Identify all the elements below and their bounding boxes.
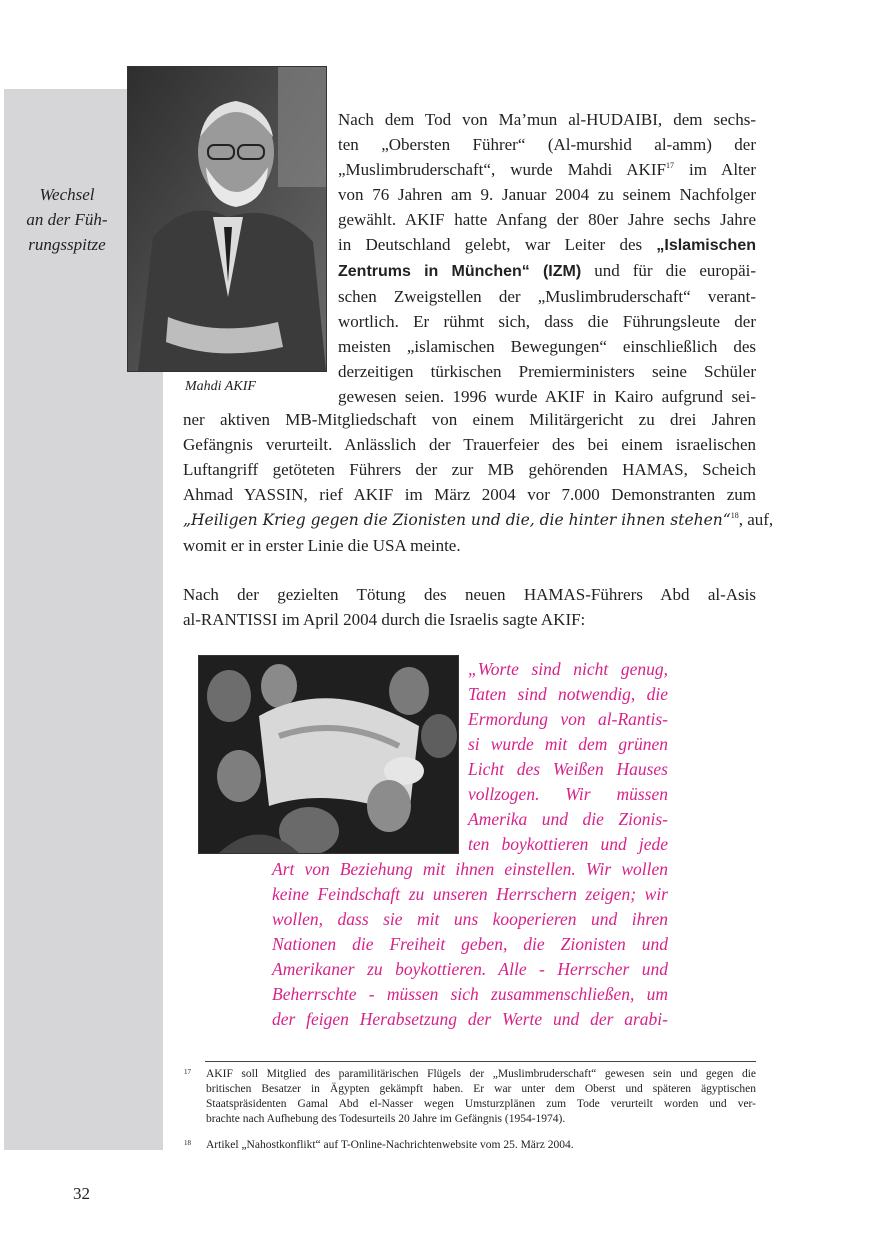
bold-term: Zentrums in München“ (IZM) [338,263,582,280]
text-line: gewählt. AKIF hatte Anfang der 80er Jahre sechs Jahre [338,210,756,229]
margin-heading-line: rungsspitze [28,235,106,254]
footnote-line: britischen Besatzer in Ägypten gekämpft haben. Er war unter dem Oberst und späteren ägyptischen [206,1083,756,1095]
portrait-photo [127,66,327,372]
text-line: schen Zweigstellen der „Muslimbruderschaft“ verant- [338,287,756,306]
quote-line: der feigen Herabsetzung der Werte und der arabi- [272,1009,668,1029]
photo-caption: Mahdi AKIF [185,379,256,394]
footnote-mark: 18 [184,1139,191,1147]
text-line: gewesen seien. 1996 wurde AKIF in Kairo aufgrund sei- [338,387,756,406]
text-line: Ahmad YASSIN, rief AKIF im März 2004 vor 7.000 Demonstranten zum [183,485,756,504]
footnote-line: AKIF soll Mitglied des paramilitärischen Flügels der „Muslimbruderschaft“ gewesen sein und gegen die [206,1068,756,1080]
text-fragment: in Deutschland gelebt, war Leiter des [338,235,643,254]
quote-line: Ermordung von al-Rantis- [468,709,668,729]
margin-heading-line: Wechsel [39,185,95,204]
margin-heading-line: an der Füh- [26,210,108,229]
akif-quote-wrap [468,657,668,857]
quote-line: vollzogen. Wir müssen [468,784,668,804]
text-fragment: im Alter [673,160,756,179]
footnote-line: Artikel „Nahostkonflikt“ auf T-Online-Nachrichtenwebsite vom 25. März 2004. [206,1139,574,1151]
text-line: al-RANTISSI im April 2004 durch die Israelis sagte AKIF: [183,610,586,629]
footnote-18 [206,1138,756,1153]
quote-line: wollen, dass sie mit uns kooperieren und ihren [272,909,668,929]
bold-term: „Islamischen [656,237,756,254]
text-line: von 76 Jahren am 9. Januar 2004 zu seinem Nachfolger [338,185,756,204]
footnote-ref: 18 [730,511,739,520]
text-line: Nach dem Tod von Ma’mun al-HUDAIBI, dem sechs- [338,110,756,129]
footnote-rule [205,1061,756,1062]
quote-line: Amerika und die Zionis- [468,809,668,829]
text-fragment: und für die europäi- [594,261,757,280]
footnote-line: Staatspräsidenten Gamal Abd el-Nasser wegen Umsturzplänen zum Tode verurteilt worden und ver- [206,1098,756,1110]
quoted-phrase: „Heiligen Krieg gegen die Zionisten und die, die hinter ihnen stehen“ [183,511,731,529]
text-line [338,157,756,182]
margin-heading [14,182,120,257]
akif-quote-full [272,857,668,1032]
text-fragment: „Muslimbruderschaft“, wurde Mahdi AKIF [338,160,666,179]
footnote-line: brachte nach Aufhebung des Todesurteils 20 Jahre im Gefängnis (1954-1974). [206,1113,566,1125]
text-line: Luftangriff getöteten Führers der zur MB gehörenden HAMAS, Scheich [183,460,756,479]
text-line [338,232,756,258]
footnote-ref: 17 [665,161,674,170]
crowd-photo [198,655,459,854]
text-line [183,507,774,533]
quote-line: Taten sind notwendig, die [468,684,668,704]
text-line: ner aktiven MB-Mitgliedschaft von einem Militärgericht zu drei Jahren [183,410,756,429]
paragraph-2 [183,582,756,632]
text-line: meisten „islamischen Bewegungen“ einschließlich des [338,337,756,356]
paragraph-1-continued [183,407,774,558]
page-number: 32 [73,1184,90,1203]
quote-line: Nationen die Freiheit geben, die Zionisten und [272,934,668,954]
text-line: wortlich. Er rühmt sich, dass die Führungsleute der [338,312,756,331]
quote-line: Art von Beziehung mit ihnen einstellen. Wir wollen [272,859,668,879]
paragraph-1 [338,107,756,409]
quote-line: „Worte sind nicht genug, [468,659,668,679]
footnote-17 [206,1067,756,1127]
quote-line: Beherrschte - müssen sich zusammenschließen, um [272,984,668,1004]
text-line: ten „Obersten Führer“ (Al-murshid al-amm) der [338,135,756,154]
text-fragment: , auf, [738,510,774,529]
footnote-mark: 17 [184,1068,191,1076]
text-line: Gefängnis verurteilt. Anlässlich der Trauerfeier des bei einem israelischen [183,435,756,454]
text-line [338,258,756,284]
quote-line: Licht des Weißen Hauses [468,759,668,779]
quote-line: ten boykottieren und jede [468,834,668,854]
text-line: womit er in erster Linie die USA meinte. [183,536,461,555]
quote-line: Amerikaner zu boykottieren. Alle - Herrscher und [272,959,668,979]
text-line: Nach der gezielten Tötung des neuen HAMAS-Führers Abd al-Asis [183,585,756,604]
text-line: derzeitigen türkischen Premierministers seine Schüler [338,362,756,381]
quote-line: si wurde mit dem grünen [468,734,668,754]
quote-line: keine Feindschaft zu unseren Herrschern zeigen; wir [272,884,668,904]
